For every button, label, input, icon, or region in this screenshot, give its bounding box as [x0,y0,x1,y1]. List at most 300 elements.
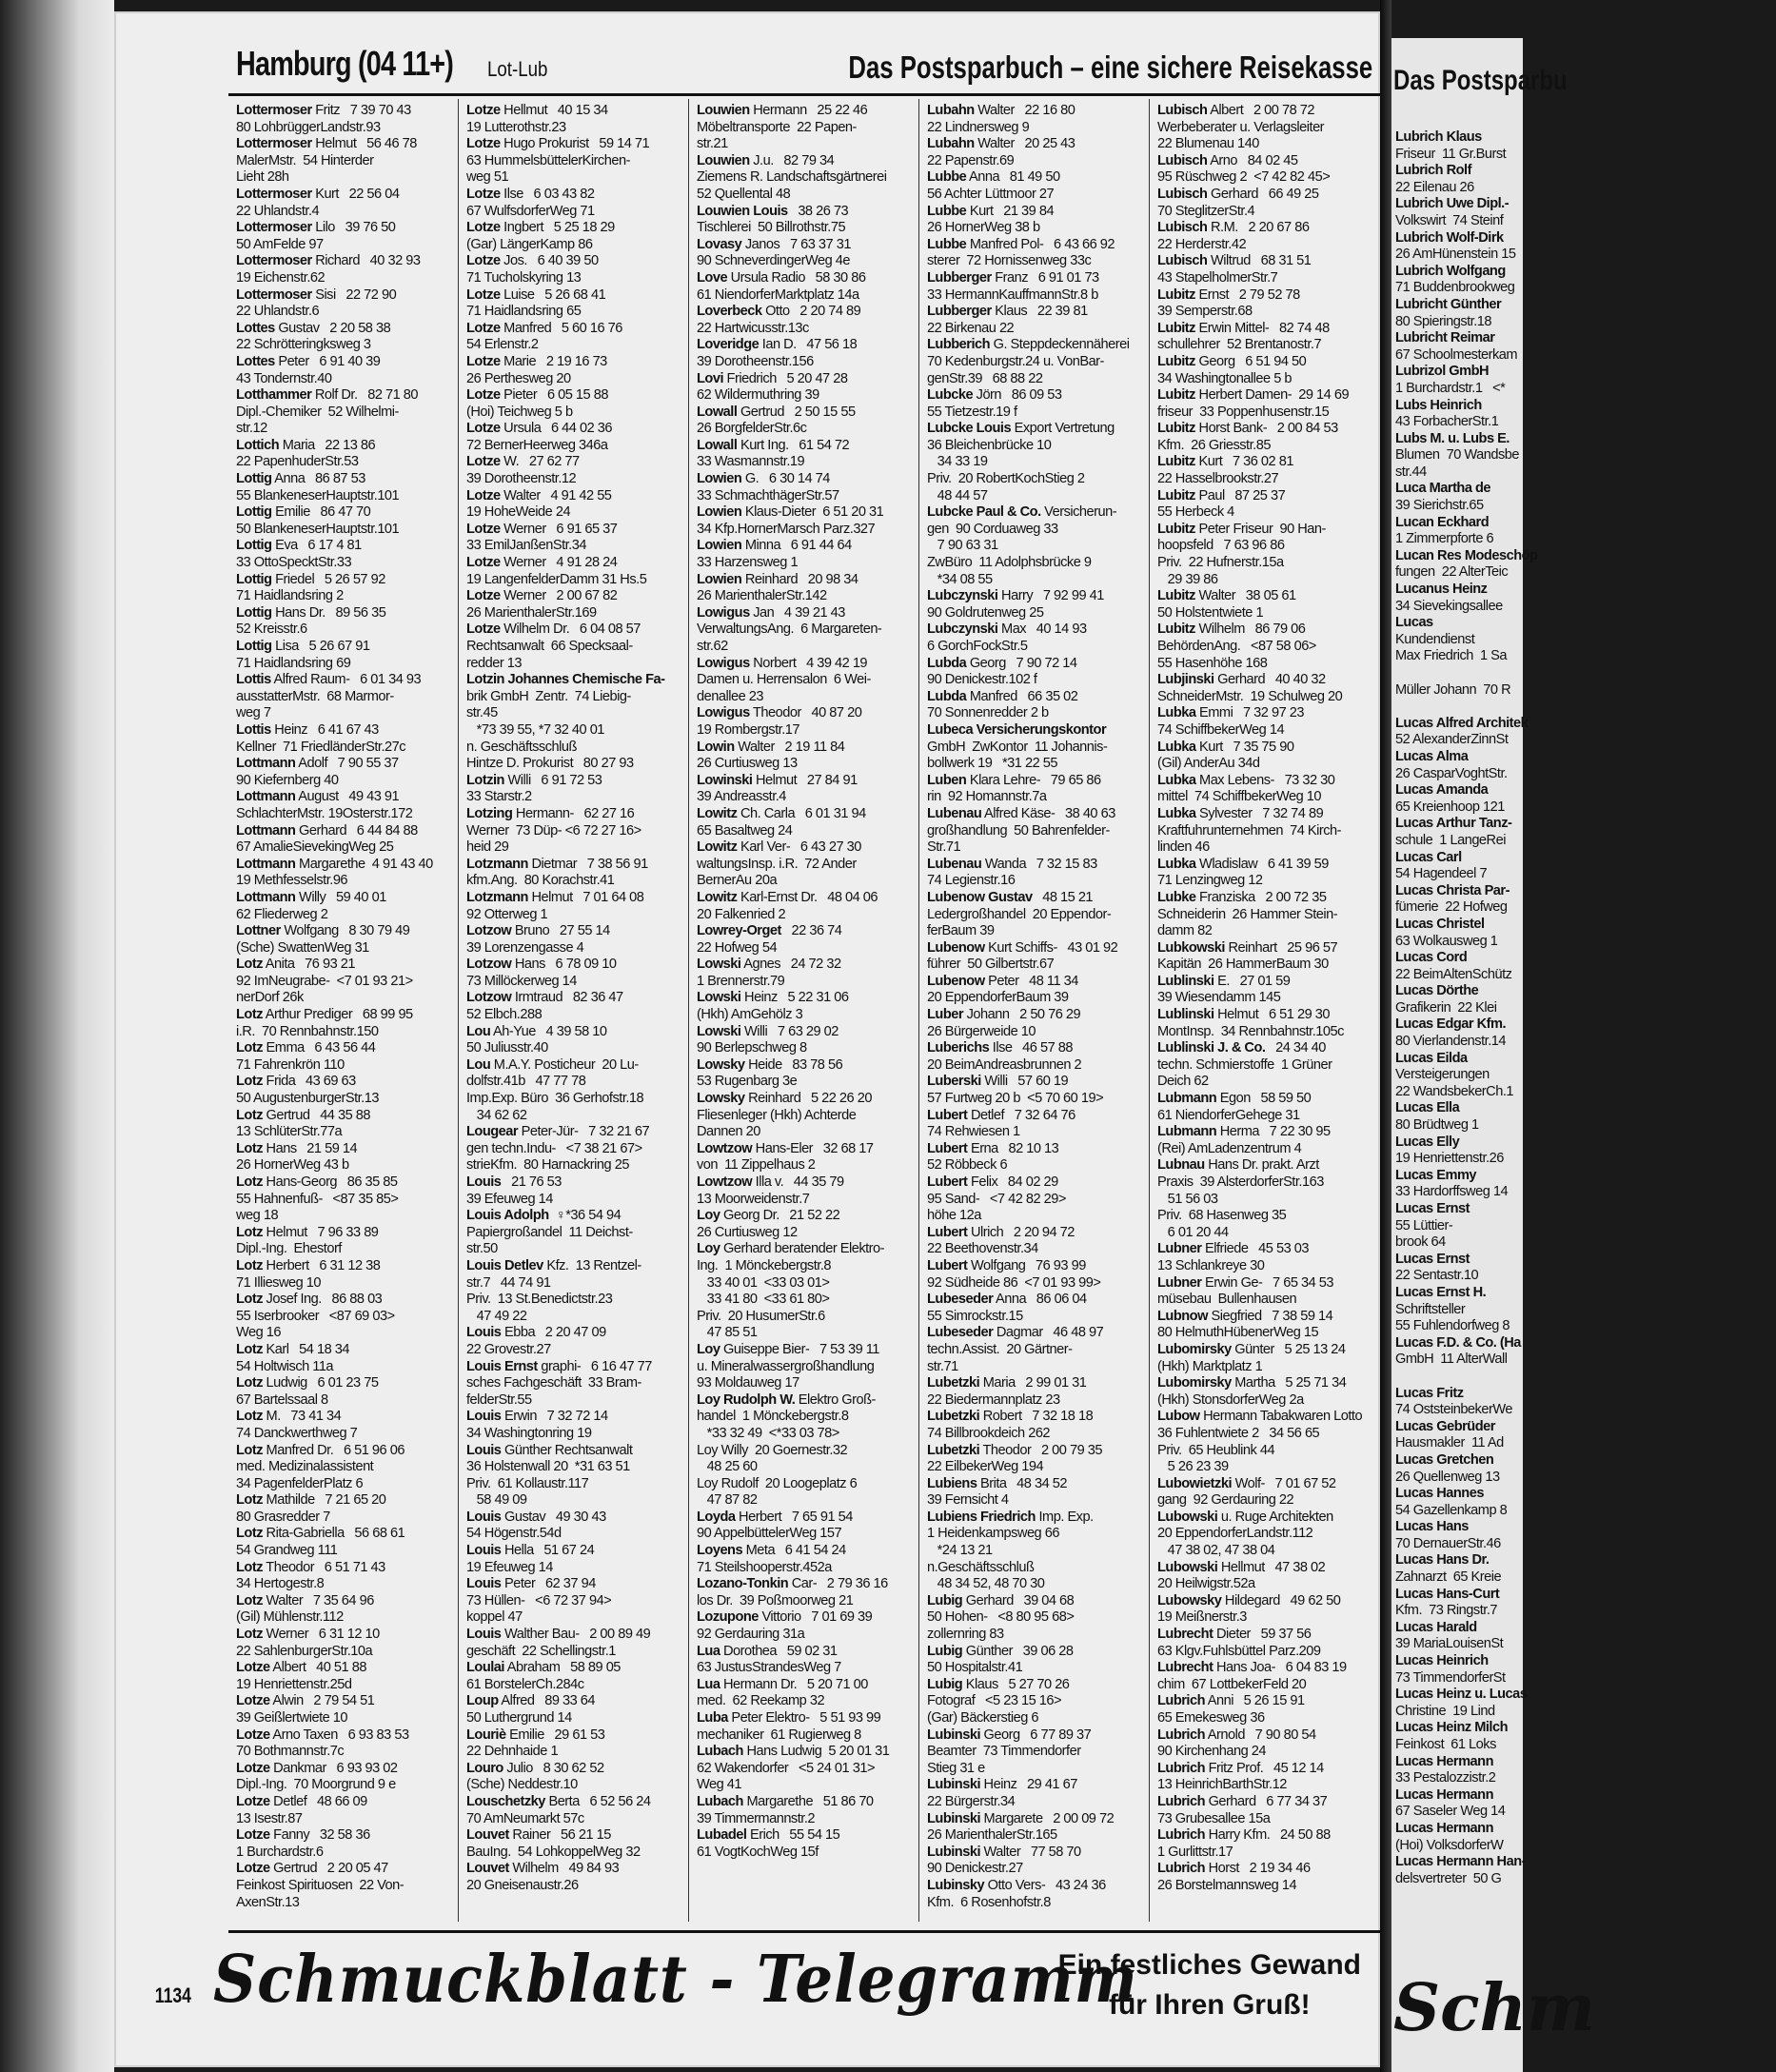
adjacent-page-line: Lucas Arthur Tanz- [1395,816,1512,832]
directory-entry [236,1560,452,1593]
adjacent-page-line: Blumen 70 Wandsbe [1395,447,1519,464]
entry-details: Julio 8 30 62 52 (Sche) Neddestr.10 [466,1760,604,1793]
directory-entry [927,387,1143,421]
entry-details: Karl-Ernst Dr. 48 04 06 20 Falkenried 2 [697,889,878,922]
adjacent-page-line: Lubrizol GmbH [1395,364,1490,380]
entry-details: Dagmar 46 48 97 techn.Assist. 20 Gärtner- str.71 [927,1325,1104,1374]
directory-entry [466,990,682,1023]
entry-details: M.A.Y. Posticheur 20 Lu- dolfstr.41b 47 77 78 Imp.Exp. Büro 36 Gerhofstr.18 [466,1056,644,1107]
entry-name: Lubmann [1157,1124,1217,1140]
adjacent-page-line: Grafikerin 22 Klei [1395,999,1497,1016]
directory-entry [697,656,913,706]
entry-details: Günter 5 25 13 24 (Hkh) Marktplatz 1 [1157,1341,1346,1374]
directory-entry [697,538,913,571]
entry-details: Martha 5 25 71 34 (Hkh) StonsdorferWeg 2a [1157,1375,1347,1408]
adjacent-page-line: Lucas Heinrich [1395,1653,1489,1669]
entry-details: Heinz 29 41 67 22 Bürgerstr.34 [927,1777,1077,1809]
entry-details: Detlef 48 66 09 13 Isestr.87 [236,1793,367,1826]
directory-entry [1157,488,1374,522]
entry-details: Reinhart 25 96 57 Kapitän 26 HammerBaum 30 [1157,939,1338,973]
entry-details: Jan 4 39 21 43 VerwaltungsAng. 6 Margareten- str.62 [697,604,882,654]
directory-entry [927,622,1143,655]
directory-entry [697,1492,913,1510]
entry-name: Lottig [236,639,272,654]
directory-entry [236,1627,452,1660]
entry-name: Lotze [236,1660,270,1676]
page-number: 1134 [154,1983,191,2007]
entry-name: Lubert [927,1174,968,1190]
directory-entry [697,153,913,204]
adjacent-page-line: Lucas Heinz Milch [1395,1720,1509,1736]
directory-entry [236,572,452,605]
entry-name: Lotzmann [466,856,528,872]
adjacent-page-line: 65 Kreienhoop 121 [1395,799,1505,815]
directory-entry [466,890,682,923]
adjacent-page-line: Volkswirt 74 Steinf [1395,212,1504,228]
entry-details: Hildegard 49 62 50 19 Meißnerstr.3 [1157,1592,1341,1626]
adjacent-page-line: 73 TimmendorferSt [1395,1669,1506,1686]
entry-details: Lisa 5 26 67 91 71 Haidlandsring 69 [236,639,370,671]
entry-details: Günther 39 06 28 50 Hospitalstr.41 [927,1643,1074,1676]
entry-details: 29 39 86 [1157,571,1218,587]
entry-details: Walter 4 91 42 55 19 HoheWeide 24 [466,487,612,521]
adjacent-page-line: Friseur 11 Gr.Burst [1395,146,1507,162]
directory-entry [1157,1091,1374,1124]
directory-entry [697,1510,913,1543]
entry-details: Wolfgang 76 93 99 92 Südheide 86 <7 01 93 99> [927,1257,1101,1291]
directory-entry [927,504,1143,538]
entry-details: Max 40 14 93 6 GorchFockStr.5 [927,622,1087,654]
entry-details: Theodor 6 51 71 43 34 Hertogestr.8 [236,1559,385,1592]
adjacent-page-line [1395,699,1776,716]
directory-entry [927,538,1143,571]
directory-entry [236,1375,452,1409]
entry-details: Anita 76 93 21 92 ImNeugrabe- <7 01 93 21> nerDorf 26k [236,957,413,1006]
adjacent-page-line [1395,665,1776,682]
directory-entry [697,773,913,806]
entry-details: Dankmar 6 93 93 02 Dipl.-Ing. 70 Moorgrund 9 e [236,1760,398,1793]
entry-name: Lubomirsky [1157,1341,1232,1357]
entry-name: Lubinski [927,1844,980,1860]
entry-details: Felix 84 02 29 95 Sand- <7 42 82 29> höhe 12a [927,1174,1066,1224]
entry-details: Helmut 56 46 78 MalerMstr. 54 Hinterder Lieht 28h [236,136,417,186]
adjacent-page-line: Lucas Dörthe [1395,983,1479,999]
entry-name: Lotzin [466,772,504,788]
directory-entry [927,1174,1143,1225]
adjacent-page-line: Kundendienst [1395,631,1475,647]
directory-entry [1157,220,1374,253]
directory-entry [466,1660,682,1693]
adjacent-page-line: Christine 19 Lind [1395,1703,1495,1719]
entry-name: Loyda [697,1509,736,1525]
entry-name: Lotze [466,622,501,638]
entry-name: Lubeca Versicherungskontor [927,721,1107,738]
entry-name: Lubisch [1157,186,1208,202]
entry-details: Meta 6 41 54 24 71 Steilshooperstr.452a [697,1543,846,1575]
entry-name: Lubda [927,655,967,671]
entry-name: Lubda [927,688,967,704]
entry-name: Luberichs [927,1040,990,1056]
directory-entry [466,957,682,990]
entry-details: 47 49 22 [466,1308,527,1324]
column-3 [689,99,919,1922]
entry-name: Lowrey-Orget [697,923,781,939]
adjacent-page [1391,38,1595,2072]
entry-details: Fritz Prof. 45 12 14 13 HeinrichBarthStr.12 [1157,1760,1324,1793]
directory-entry [236,1108,452,1141]
directory-entry [1157,705,1374,739]
directory-entry [697,1677,913,1710]
entry-details: Werner 6 31 12 10 22 SahlenburgerStr.10a [236,1627,380,1659]
entry-details: Walter 7 35 64 96 (Gil) Mühlenstr.112 [236,1592,374,1626]
entry-details: Ilse 6 03 43 82 67 WulfsdorferWeg 71 [466,186,595,219]
directory-entry [466,1761,682,1794]
directory-entry [236,103,452,136]
directory-entry [236,253,452,286]
entry-details: Agnes 24 72 32 1 Brennerstr.79 [697,957,841,989]
entry-details: Ilse 46 57 88 20 BeimAndreasbrunnen 2 [927,1040,1082,1073]
entry-name: Lottermoser [236,103,312,118]
entry-details: Walter 38 05 61 50 Holstentwiete 1 [1157,588,1296,621]
entry-name: Lubinski [927,1810,980,1826]
directory-entry [1157,421,1374,454]
directory-entry [236,1693,452,1727]
entry-details: Ah-Yue 4 39 58 10 50 Juliusstr.40 [466,1023,607,1056]
entry-details: Norbert 4 39 42 19 Damen u. Herrensalon 6 Wei- denallee 23 [697,655,871,704]
directory-entry [697,957,913,990]
directory-entry [1157,974,1374,1007]
entry-details: Otto Vers- 43 24 36 Kfm. 6 Rosenhofstr.8 [927,1877,1106,1910]
entry-details: Heinz 5 22 31 06 (Hkh) AmGehölz 3 [697,990,849,1023]
entry-details: Hella 51 67 24 19 Efeuweg 14 [466,1543,595,1575]
entry-details: Peter Friseur 90 Han- hoopsfeld 7 63 96 86 Priv. 22 Hufnerstr.15a [1157,521,1326,571]
adjacent-page-line: Lucas Hermann Han- [1395,1854,1526,1870]
entry-name: Lubczynski [927,622,998,638]
directory-entry [466,1309,682,1326]
entry-details: Alfred Raum- 6 01 34 93 ausstatterMstr. 68 Marmor- weg 7 [236,672,422,721]
directory-entry [466,387,682,421]
entry-name: Lubert [927,1107,968,1123]
adjacent-page-line: Lucas Heinz u. Lucas [1395,1687,1528,1703]
entry-details: Walter 22 16 80 22 Lindnersweg 9 [927,103,1075,135]
entry-details: Dietmar 7 38 56 91 kfm.Ang. 80 Korachstr.41 [466,856,648,889]
entry-details: Hans-Georg 86 35 85 55 Hahnenfuß- <87 35 85> weg 18 [236,1174,399,1224]
entry-name: Lubitz [1157,622,1195,638]
adjacent-page-line: Lucan Res Modeschöp [1395,547,1538,563]
adjacent-page-line: 34 Sievekingsallee [1395,598,1503,614]
entry-name: Lotze [466,588,501,604]
entry-details: Ebba 2 20 47 09 22 Grovestr.27 [466,1325,606,1357]
directory-entry [466,588,682,622]
directory-entry [236,789,452,822]
directory-entry [1157,1660,1374,1693]
entry-name: Lubkowski [1157,939,1225,956]
city-heading: Hamburg (04 11+) [236,44,454,83]
entry-details: Reinhard 20 98 34 26 MarienthalerStr.142 [697,571,858,604]
entry-name: Lottes [236,320,275,336]
entry-details: Anna 81 49 50 56 Achter Lüttmoor 27 [927,169,1060,202]
entry-details: Karl Ver- 6 43 27 30 waltungsInsp. i.R. 72 Ander BernerAu 20a [697,839,861,889]
directory-entry [1157,890,1374,940]
entry-name: Lubert [927,1224,968,1240]
footer-rule [228,1930,1380,1933]
entry-name: Lublinski J. & Co. [1157,1040,1266,1056]
entry-name: Lou [466,1023,491,1039]
entry-name: Lotz [236,1592,263,1608]
directory-entry [697,1744,913,1794]
directory-entry [697,270,913,304]
directory-entry [927,1593,1143,1644]
adjacent-page-line: Lucanus Heinz [1395,582,1488,598]
entry-details: ♀*36 54 94 Papiergroßandel 11 Deichst- str.50 [466,1208,633,1257]
directory-entry [927,304,1143,337]
entry-name: Lotze [236,1760,270,1776]
directory-entry [1157,740,1374,773]
entry-name: Loveridge [697,337,760,353]
entry-details: G. Steppdeckennäherei 70 Kedenburgstr.24 u. VonBar- genStr.39 68 88 22 [927,337,1130,386]
entry-name: Lubig [927,1676,963,1692]
entry-name: Loy [697,1208,720,1224]
entry-details: Erwin Ge- 7 65 34 53 müsebau Bullenhausen [1157,1274,1334,1308]
entry-name: Lubrecht [1157,1627,1214,1643]
adjacent-page-line: Lucas Hans Dr. [1395,1552,1490,1569]
directory-entry [927,237,1143,270]
entry-name: Lotzin Johannes Chemische Fa- [466,672,665,688]
directory-entry [1157,1727,1374,1761]
adjacent-page-line: Müller Johann 70 R [1395,681,1511,698]
entry-name: Louis [466,1325,502,1341]
entry-details: Manfred 66 35 02 70 Sonnenredder 2 b [927,688,1078,721]
directory-entry [1157,622,1374,672]
entry-name: Lotze [466,421,501,437]
directory-entry [236,1292,452,1342]
entry-details: Helmut 7 01 64 08 92 Otterweg 1 [466,889,644,922]
adjacent-page-line [1395,1369,1776,1386]
adjacent-page-line: Lucas Hermann [1395,1786,1493,1803]
directory-entry [236,923,452,957]
directory-entry [927,454,1143,487]
directory-entry [697,1459,913,1476]
entry-details: Willi 6 91 72 53 33 Starstr.2 [466,772,602,805]
entry-details: Wanda 7 32 15 83 74 Legienstr.16 [927,856,1097,889]
entry-name: Lubrich [1157,1693,1206,1709]
directory-entry [927,337,1143,387]
directory-entry [466,488,682,522]
directory-entry [466,1208,682,1258]
directory-entry [466,1108,682,1125]
entry-name: Lotz [236,957,263,973]
entry-details: Horst 2 19 34 46 26 Borstelmannsweg 14 [1157,1861,1311,1893]
entry-details: Herbert Damen- 29 14 69 friseur 33 Poppenhusenstr.15 [1157,387,1350,420]
column-5 [1150,99,1380,1922]
directory-entry [1157,1693,1374,1727]
directory-entry [927,1727,1143,1778]
entry-details: Hans-Eler 32 68 17 von 11 Zippelhaus 2 [697,1140,874,1174]
directory-entry [697,1794,913,1827]
entry-details: Fanny 32 58 36 1 Burchardstr.6 [236,1827,370,1860]
directory-entry [236,1007,452,1040]
entry-name: Lozano-Tonkin [697,1576,789,1592]
entry-name: Louis Adolph [466,1208,549,1224]
entry-name: Lotzmann [466,889,528,905]
entry-name: Lubmann [1157,1091,1217,1107]
adjacent-page-line: Lubrich Wolf-Dirk [1395,229,1504,246]
entry-name: Louis [466,1543,502,1559]
entry-name: Lubahn [927,136,975,152]
entry-details: Walter 20 25 43 22 Papenstr.69 [927,136,1075,168]
entry-details: Berta 6 52 56 24 70 AmNeumarkt 57c [466,1793,651,1826]
directory-entry [927,773,1143,806]
adjacent-page-line: Lucas Harald [1395,1619,1477,1635]
entry-details: Hans Joa- 6 04 83 19 chim 67 LottbekerFeld 20 [1157,1660,1347,1692]
entry-name: Lublinski [1157,1007,1214,1023]
entry-name: Lotze [466,353,501,369]
directory-entry [1157,1124,1374,1157]
entry-details: R.M. 2 20 67 86 22 Herderstr.42 [1157,220,1310,252]
entry-details: Klaus 22 39 81 22 Birkenau 22 [927,304,1088,336]
adjacent-page-line: Lucas Hans [1395,1519,1469,1535]
entry-name: Lotze [466,487,501,503]
directory-entry [236,387,452,438]
entry-name: Lubinski [927,1777,980,1793]
entry-name: Lottig [236,571,272,587]
entry-details: Egon 58 59 50 61 NiendorferGehege 31 [1157,1091,1312,1123]
adjacent-page-line: 22 Sentastr.10 [1395,1268,1479,1284]
entry-name: Lottich [236,437,280,453]
directory-entry [697,1392,913,1443]
adjacent-page-line: 39 MariaLouisenSt [1395,1636,1504,1652]
entry-name: Lotze [236,1827,270,1844]
entry-name: Lotzing [466,805,513,821]
directory-entry [1157,1459,1374,1476]
entry-name: Lottmann [236,789,296,805]
directory-entry [1157,806,1374,857]
entry-details: G. 6 30 14 74 33 SchmachthägerStr.57 [697,471,839,503]
directory-entry [927,488,1143,505]
entry-details: Theodor 40 87 20 19 Rombergstr.17 [697,705,862,738]
directory-entry [927,588,1143,622]
directory-entry [236,136,452,187]
entry-name: Louwien [697,103,750,118]
directory-entry [927,1292,1143,1325]
entry-name: Lottermoser [236,136,312,152]
directory-entry [1157,572,1374,589]
directory-entry [1157,103,1374,153]
adjacent-page-line: Lucas Cord [1395,950,1468,966]
column-2 [459,99,689,1922]
directory-entry [1157,1560,1374,1593]
entry-name: Loy Rudolph W. [697,1391,796,1408]
adjacent-page-line: 54 Gazellenkamp 8 [1395,1502,1508,1518]
entry-name: Lowigus [697,655,750,671]
entry-details: Klara Lehre- 79 65 86 rin 92 Homannstr.7a [927,772,1101,805]
directory-entry [236,220,452,253]
adjacent-page-line: Lucas Hermann [1395,1753,1493,1769]
directory-entry [466,1024,682,1057]
entry-name: Lubberger [927,304,992,320]
entry-name: Lubetzki [927,1442,980,1458]
entry-details: Marie 2 19 16 73 26 Perthesweg 20 [466,353,607,386]
directory-entry [927,1225,1143,1258]
entry-name: Louriè [466,1727,506,1743]
entry-name: Lottermoser [236,220,312,236]
directory-entry [697,1576,913,1609]
entry-details: Manfred Dr. 6 51 96 06 med. Medizinalassistent 34 PagenfelderPlatz 6 [236,1442,405,1491]
entry-name: Lubitz [1157,421,1195,437]
entry-details: Herbert 6 31 12 38 71 Illiesweg 10 [236,1257,381,1291]
entry-details: Walter 2 19 11 84 26 Curtiusweg 13 [697,739,845,772]
entry-details: Kfz. 13 Rentzel- str.7 44 74 91 Priv. 13 St.Benedictstr.23 [466,1257,641,1308]
directory-entry [236,1794,452,1827]
entry-details: Hermann Dr. 5 20 71 00 med. 62 Reekamp 32 [697,1676,868,1709]
entry-details: Pieter 6 05 15 88 (Hoi) Teichweg 5 b [466,387,608,420]
adjacent-page-line: Lucas Ella [1395,1100,1460,1116]
entry-name: Lotz [236,1492,263,1509]
entry-details: Hugo Prokurist 59 14 71 63 HummelsbüttelerKirchen- weg 51 [466,136,650,186]
directory-entry [236,605,452,639]
directory-entry [236,354,452,387]
entry-details: Wolf- 7 01 67 52 gang 92 Gerdauring 22 [1157,1475,1336,1509]
directory-entry [236,1074,452,1107]
entry-details: Peter 62 37 94 73 Hüllen- <6 72 37 94> koppel 47 [466,1576,612,1626]
entry-details: Wiltrud 68 31 51 43 StapelholmerStr.7 [1157,253,1312,286]
entry-name: Louvet [466,1827,509,1844]
entry-details: Walter 77 58 70 90 Denickestr.27 [927,1844,1081,1877]
directory-entry [236,504,452,538]
directory-entry [697,740,913,773]
directory-entry [466,187,682,220]
left-binding-shadow [0,0,114,2072]
entry-name: Lubach [697,1744,743,1760]
entry-name: Lowall [697,437,738,453]
entry-details: Imp. Exp. 1 Heidenkampsweg 66 [927,1509,1094,1542]
entry-details: Vittorio 7 01 69 39 92 Gerdauring 31a [697,1609,873,1643]
entry-details: Bruno 27 55 14 39 Lorenzengasse 4 [466,923,610,956]
entry-details: Kurt Ing. 61 54 72 33 Wasmannstr.19 [697,437,850,470]
directory-entry [927,1476,1143,1510]
adjacent-page-line: 26 CasparVoghtStr. [1395,765,1508,781]
entry-name: Lubach [697,1793,743,1809]
directory-entry [1157,940,1374,974]
adjacent-page-line: 63 Wolkausweg 1 [1395,933,1498,949]
entry-details: Klaus 5 27 70 26 Fotograf <5 23 15 16> (Gar) Bäckerstieg 6 [927,1676,1070,1726]
adjacent-page-line: Lucas Hans-Curt [1395,1586,1500,1602]
entry-name: Loverbeck [697,304,762,320]
directory-entry [466,354,682,387]
entry-details: Otto 2 20 74 89 22 Hartwicusstr.13c [697,304,861,336]
adjacent-page-line: 80 Spieringstr.18 [1395,313,1492,329]
directory-entry [466,923,682,957]
directory-entry [466,220,682,253]
header-advertisement: Das Postsparbuch – eine sichere Reisekasse [848,49,1372,85]
entry-name: Lubjinski [1157,672,1214,688]
directory-entry [1157,1275,1374,1309]
entry-name: Lubinsky [927,1877,985,1893]
directory-entry [697,806,913,839]
entry-details: Karl 54 18 34 54 Holtwisch 11a [236,1341,349,1374]
entry-details: Willi 57 60 19 57 Furtweg 20 b <5 70 60 19> [927,1074,1104,1107]
entry-name: Lubitz [1157,286,1195,303]
directory-entry [697,572,913,605]
entry-name: Lubrich [1157,1727,1206,1743]
entry-name: Lovi [697,370,723,386]
entry-name: Lotz [236,1040,263,1056]
adjacent-page-line: Lubrich Uwe Dipl.- [1395,196,1510,212]
entry-details: 48 15 21 Ledergroßhandel 20 Eppendor- ferBaum 39 [927,889,1112,939]
directory-entry [236,957,452,1007]
entry-details: Robert 7 32 18 18 74 Billbrookdeich 262 [927,1409,1094,1441]
entry-details: Ian D. 47 56 18 39 Dorotheenstr.156 [697,337,858,369]
